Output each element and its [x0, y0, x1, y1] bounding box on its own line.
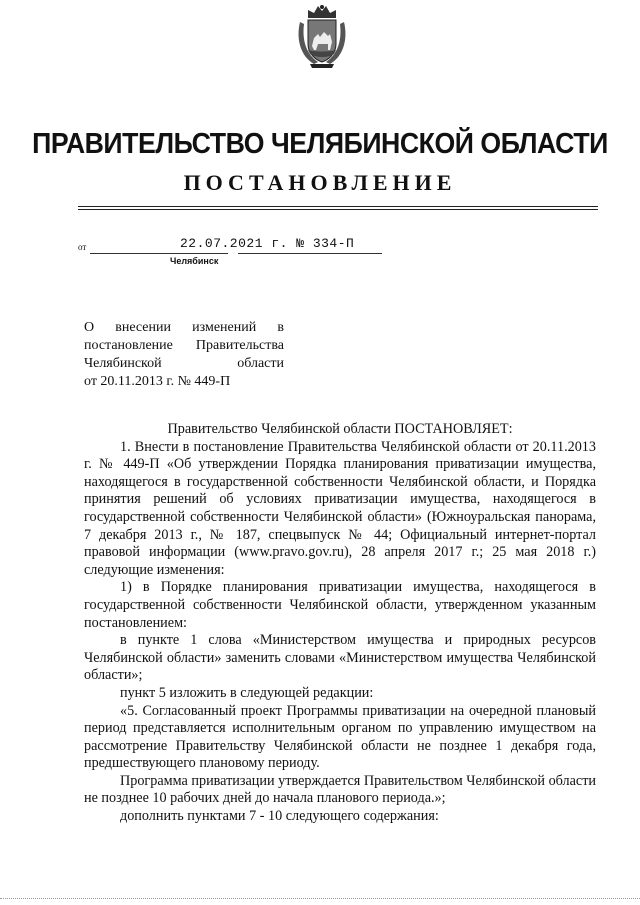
document-type: ПОСТАНОВЛЕНИЕ — [183, 170, 457, 195]
body-paragraph: дополнить пунктами 7 - 10 следующего содержания: — [120, 808, 439, 825]
subject-line: Челябинской области — [84, 356, 284, 371]
document-subject — [84, 319, 284, 391]
from-label: от — [78, 242, 87, 252]
resolution-preamble: Правительство Челябинской области ПОСТАНОВЛЯЕТ: — [167, 421, 513, 437]
body-paragraph: пункт 5 изложить в следующей редакции: — [120, 684, 374, 701]
document-body — [84, 421, 596, 826]
body-paragraph: 1) в Порядке планирования приватизации имущества, находящегося в государственной собственности Челябинской области, утвержденном указанным постановлением: — [84, 579, 596, 631]
subject-line: от 20.11.2013 г. № 449-П — [84, 374, 231, 389]
subject-line: О внесении изменений в — [84, 320, 284, 335]
body-paragraph: «5. Согласованный проект Программы приватизации на очередной плановый период представляется исполнительным органом по управлению имуществом на рассмотрение Правительству Челябинской области не позднее 1 декабря года, предшествующего плановому периоду. — [84, 702, 596, 772]
date-number-stamp: 22.07.2021 г. № 334-П — [180, 236, 355, 251]
page-edge — [0, 898, 640, 899]
header-divider — [78, 206, 598, 207]
body-paragraph: 1. Внести в постановление Правительства Челябинской области от 20.11.2013 г. № 449-П «Об утверждении Порядка планирования приватизации имущества, находящегося в государственной собственности Челябинской области, и Порядка принятия решений об условиях приватизации имущества, находящегося в государственной собственности Челябинской области» (Южноуральская панорама, 7 декабря 2013 г., № 187, спецвыпуск № 44; Официальный интернет-портал правовой информации (www.pravo.gov.ru), 28 апреля 2017 г.; 25 мая 2018 г.) следующие изменения: — [84, 438, 596, 578]
body-paragraph: Программа приватизации утверждается Правительством Челябинской области не позднее 10 рабочих дней до начала планового периода.»; — [84, 772, 596, 807]
city-label: Челябинск — [170, 256, 219, 266]
government-title: ПРАВИТЕЛЬСТВО ЧЕЛЯБИНСКОЙ ОБЛАСТИ — [32, 128, 608, 160]
coat-of-arms-icon — [294, 4, 350, 70]
subject-line: постановление Правительства — [84, 338, 284, 353]
date-underline — [90, 253, 228, 254]
body-paragraph: в пункте 1 слова «Министерством имущества и природных ресурсов Челябинской области» заменить словами «Министерством имущества Челябинской области»; — [84, 632, 596, 684]
header-divider-thin — [78, 209, 598, 210]
number-underline — [238, 253, 382, 254]
